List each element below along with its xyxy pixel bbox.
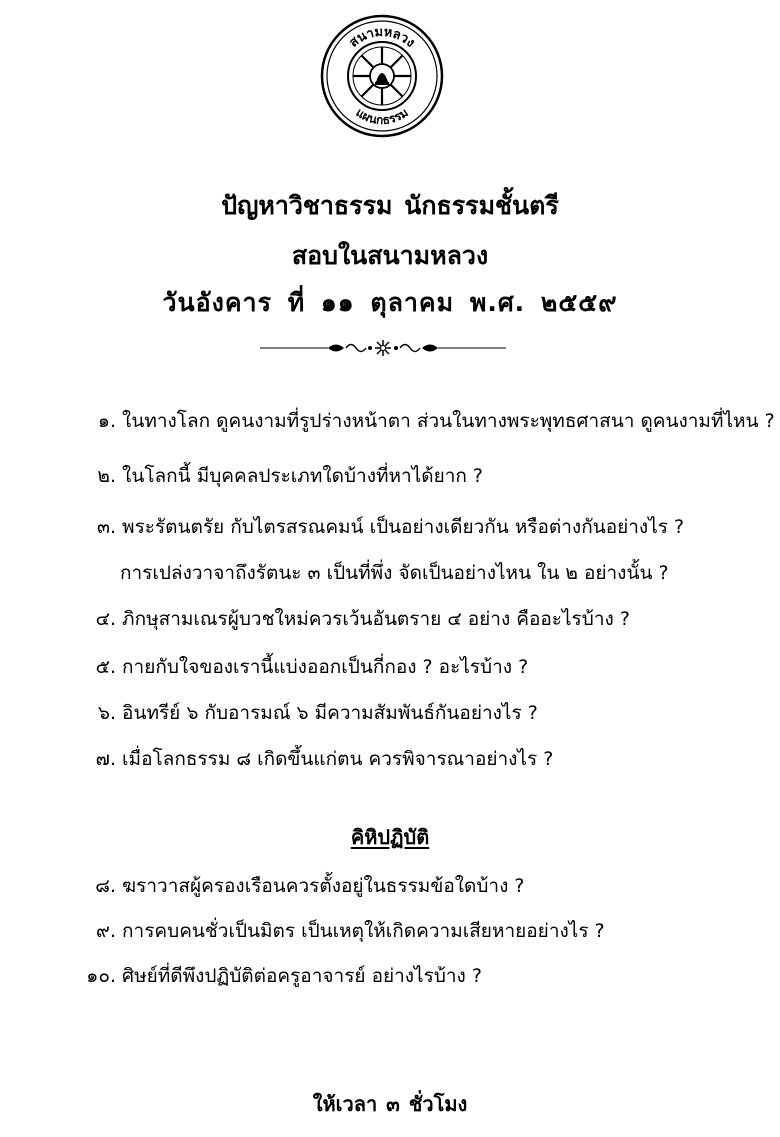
question-text: ในทางโลก ดูคนงามที่รูปร่างหน้าตา ส่วนในทางพระพุทธศาสนา ดูคนงามที่ไหน ? xyxy=(122,410,775,432)
question-number: ๔. xyxy=(95,608,116,630)
seal-bottom-text: แผนกธรรม xyxy=(353,105,411,128)
question-text: เมื่อโลกธรรม ๘ เกิดขึ้นแก่ตน ควรพิจารณาอย่างไร ? xyxy=(122,748,554,770)
question-number: ๕. xyxy=(95,656,116,678)
question-text: พระรัตนตรัย กับไตรสรณคมน์ เป็นอย่างเดียวกัน หรือต่างกันอย่างไร ? xyxy=(122,516,685,538)
question-4 xyxy=(90,604,630,634)
question-7 xyxy=(90,744,553,774)
section-heading: คิหิปฏิบัติ xyxy=(350,825,430,849)
question-text: ในโลกนี้ มีบุคคลประเภทใดบ้างที่หาได้ยาก ? xyxy=(122,465,484,487)
page-subtitle: สอบในสนามหลวง xyxy=(291,241,489,270)
question-10 xyxy=(78,961,482,991)
question-1 xyxy=(90,406,775,436)
seal-top-text: สนามหลวง xyxy=(346,24,418,51)
time-allowed: ให้เวลา ๓ ชั่วโมง xyxy=(312,1092,468,1116)
question-number: ๓. xyxy=(96,516,116,538)
question-number: ๑๐. xyxy=(86,965,116,987)
seal-emblem xyxy=(320,14,444,138)
question-8 xyxy=(90,871,524,901)
question-number: ๖. xyxy=(97,702,116,724)
page-title: ปัญหาวิชาธรรม นักธรรมชั้นตรี xyxy=(221,191,559,220)
question-number: ๑. xyxy=(97,410,116,432)
question-number: ๙. xyxy=(96,920,116,942)
question-text: ภิกษุสามเณรผู้บวชใหม่ควรเว้นอันตราย ๔ อย่าง คืออะไรบ้าง ? xyxy=(122,608,630,630)
question-number: ๒. xyxy=(97,465,116,487)
question-text: กายกับใจของเรานี้แบ่งออกเป็นกี่กอง ? อะไรบ้าง ? xyxy=(122,656,529,678)
question-text: ศิษย์ที่ดีพึงปฏิบัติต่อครูอาจารย์ อย่างไรบ้าง ? xyxy=(122,965,482,987)
question-5 xyxy=(90,652,528,682)
question-text: การคบคนชั่วเป็นมิตร เป็นเหตุให้เกิดความเสียหายอย่างไร ? xyxy=(122,920,605,942)
question-9 xyxy=(90,916,605,946)
question-6 xyxy=(90,698,538,728)
exam-date: วันอังคาร ที่ ๑๑ ตุลาคม พ.ศ. ๒๕๕๙ xyxy=(162,288,618,317)
question-3-continued: การเปล่งวาจาถึงรัตนะ ๓ เป็นที่พึ่ง จัดเป็นอย่างไหน ใน ๒ อย่างนั้น ? xyxy=(120,562,669,584)
question-text: อินทรีย์ ๖ กับอารมณ์ ๖ มีความสัมพันธ์กันอย่างไร ? xyxy=(122,702,538,724)
ornament-divider xyxy=(258,336,508,360)
question-number: ๗. xyxy=(95,748,116,770)
question-number: ๘. xyxy=(95,875,116,897)
question-2 xyxy=(90,461,483,491)
question-text: ฆราวาสผู้ครองเรือนควรตั้งอยู่ในธรรมข้อใดบ้าง ? xyxy=(122,875,525,897)
question-3 xyxy=(90,512,684,542)
